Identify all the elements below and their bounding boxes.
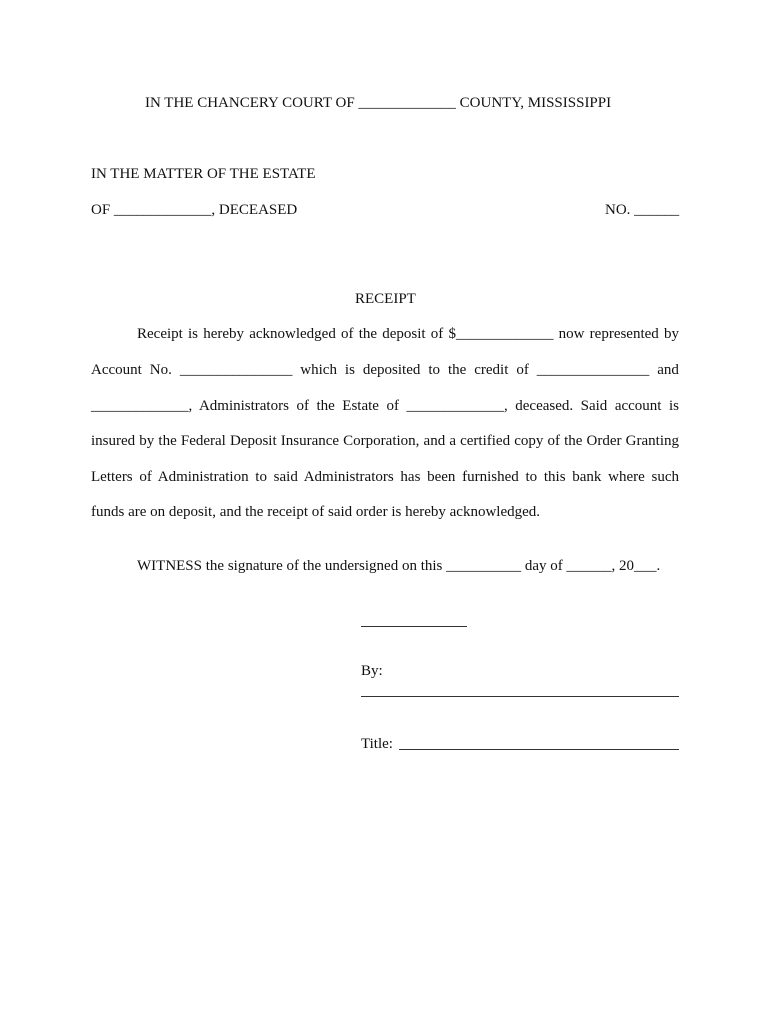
matter-heading: IN THE MATTER OF THE ESTATE — [91, 166, 316, 182]
body-line-2-word: No. — [149, 362, 172, 378]
body-line-5: Letters of Administration to said Administrators has been furnished to this bank where such — [91, 469, 679, 485]
by-label: By: — [361, 663, 383, 679]
body-line-2-word: _______________ — [536, 362, 650, 378]
case-number: NO. ______ — [605, 202, 680, 218]
body-line-4: insured by the Federal Deposit Insurance Corporation, and a certified copy of the Order Granting — [91, 433, 679, 449]
body-line-2-word: and — [657, 362, 679, 378]
witness-line: WITNESS the signature of the undersigned on this __________ day of ______, 20___. — [137, 558, 661, 574]
body-line-2-word: deposited — [362, 362, 421, 378]
court-heading: IN THE CHANCERY COURT OF _____________ COUNTY, MISSISSIPPI — [145, 95, 612, 111]
body-line-2-word: _______________ — [179, 362, 293, 378]
body-line-3: _____________, Administrators of the Estate of _____________, deceased. Said account is — [91, 398, 679, 414]
title-label: Title: — [361, 736, 393, 752]
signature-line — [361, 626, 467, 627]
deceased-line: OF _____________, DECEASED — [91, 202, 298, 218]
body-line-2-word: Account — [91, 362, 142, 378]
body-line-2-word: is — [344, 362, 355, 378]
document-title: RECEIPT — [355, 291, 416, 307]
title-signature-line — [399, 749, 679, 750]
body-line-2-word: credit — [474, 362, 509, 378]
body-line-1: Receipt is hereby acknowledged of the deposit of $_____________ now represented by — [137, 326, 679, 342]
by-signature-line — [361, 696, 679, 697]
body-line-2-word: which — [300, 362, 337, 378]
body-line-2-word: the — [447, 362, 467, 378]
body-line-2 — [91, 361, 679, 379]
body-line-2-word: of — [516, 362, 529, 378]
body-line-6: funds are on deposit, and the receipt of said order is hereby acknowledged. — [91, 504, 541, 520]
body-line-2-word: to — [428, 362, 440, 378]
